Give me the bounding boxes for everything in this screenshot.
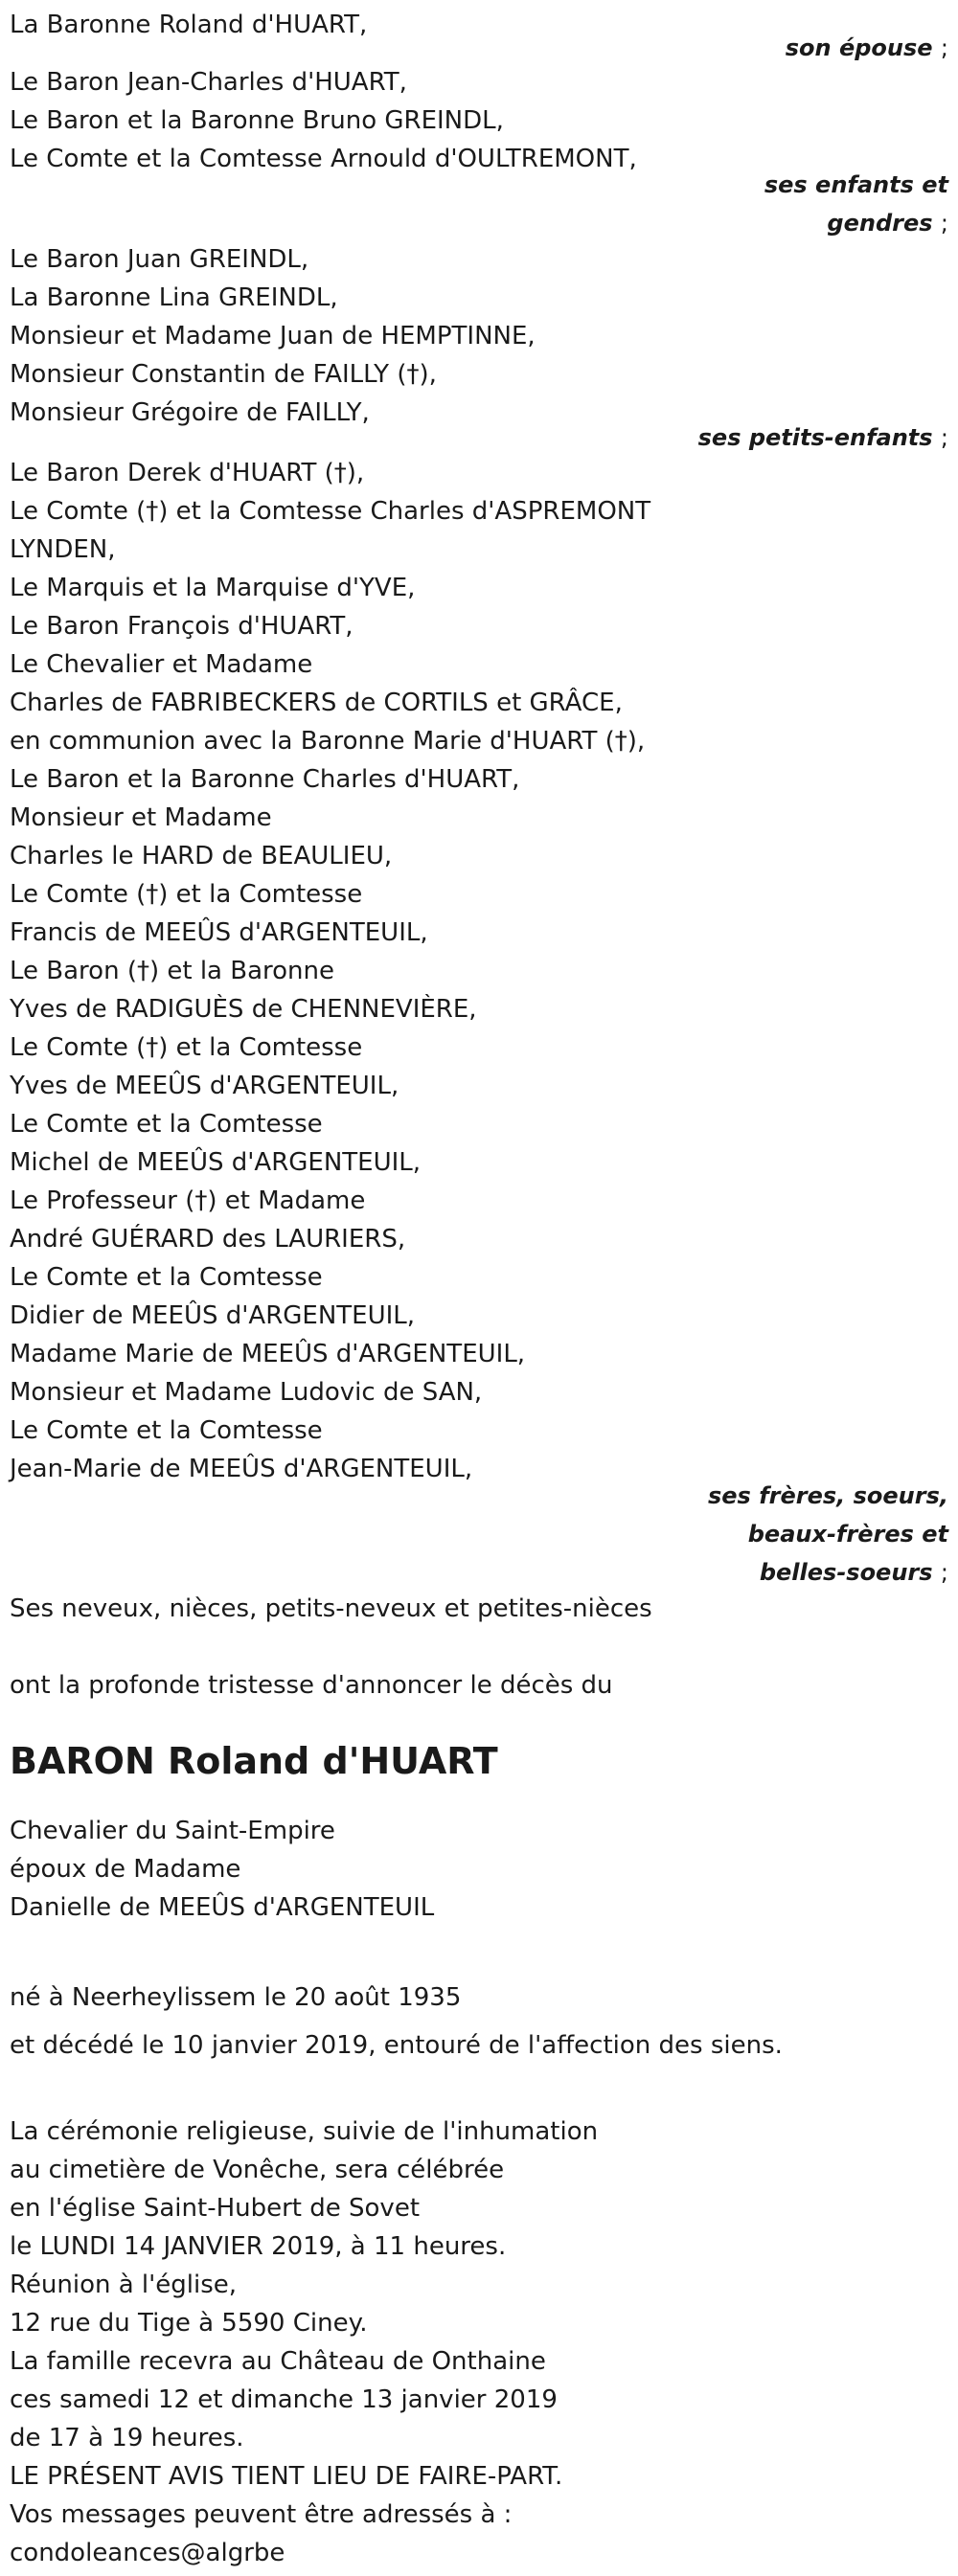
siblings-line: Le Baron François d'HUART,	[10, 612, 354, 641]
siblings-line: Le Baron (†) et la Baronne	[10, 957, 335, 985]
role-siblings: beaux-frères et	[747, 1521, 948, 1548]
siblings-line: Le Comte et la Comtesse	[10, 1263, 323, 1292]
siblings-line: Le Professeur (†) et Madame	[10, 1186, 366, 1215]
grandchildren-line: Monsieur Grégoire de FAILLY,	[10, 398, 370, 427]
ceremony-line: le LUNDI 14 JANVIER 2019, à 11 heures.	[10, 2232, 507, 2261]
siblings-line: Jean-Marie de MEEÛS d'ARGENTEUIL,	[10, 1455, 473, 1483]
spouse-line: La Baronne Roland d'HUART,	[10, 11, 368, 39]
siblings-line: Le Comte (†) et la Comtesse	[10, 1033, 363, 1062]
siblings-line: Le Chevalier et Madame	[10, 650, 313, 679]
siblings-line: Le Comte (†) et la Comtesse Charles d'ASPREMONT	[10, 497, 651, 526]
siblings-line: Le Baron Derek d'HUART (†),	[10, 459, 365, 487]
ceremony-line: au cimetière de Vonêche, sera célébrée	[10, 2156, 505, 2184]
ceremony-line: 12 rue du Tige à 5590 Ciney.	[10, 2309, 368, 2338]
grandchildren-line: Le Baron Juan GREINDL,	[10, 245, 309, 274]
siblings-line: André GUÉRARD des LAURIERS,	[10, 1225, 406, 1254]
siblings-line: Le Baron et la Baronne Charles d'HUART,	[10, 765, 520, 794]
siblings-line: Charles le HARD de BEAULIEU,	[10, 842, 393, 870]
siblings-line: Monsieur et Madame	[10, 803, 272, 832]
ceremony-line: Vos messages peuvent être adressés à :	[10, 2500, 513, 2529]
siblings-line: Le Comte (†) et la Comtesse	[10, 880, 363, 909]
title-line: Danielle de MEEÛS d'ARGENTEUIL	[10, 1893, 435, 1922]
siblings-line: Yves de MEEÛS d'ARGENTEUIL,	[10, 1072, 399, 1100]
children-line: Le Baron et la Baronne Bruno GREINDL,	[10, 106, 504, 135]
deceased-name: BARON Roland d'HUART	[10, 1740, 498, 1782]
siblings-line: Le Comte et la Comtesse	[10, 1416, 323, 1445]
siblings-line: Le Comte et la Comtesse	[10, 1110, 323, 1139]
siblings-line: Charles de FABRIBECKERS de CORTILS et GRÂCE,	[10, 689, 623, 717]
grandchildren-line: Monsieur Constantin de FAILLY (†),	[10, 360, 437, 389]
siblings-line: Michel de MEEÛS d'ARGENTEUIL,	[10, 1148, 422, 1177]
siblings-line: Madame Marie de MEEÛS d'ARGENTEUIL,	[10, 1340, 526, 1368]
role-spouse: son épouse ;	[785, 34, 948, 61]
role-children: gendres ;	[827, 210, 948, 237]
title-line: époux de Madame	[10, 1855, 241, 1884]
ceremony-line: Réunion à l'église,	[10, 2271, 238, 2299]
title-line: Chevalier du Saint-Empire	[10, 1817, 335, 1845]
role-siblings: belles-soeurs ;	[759, 1559, 948, 1586]
ceremony-line: ces samedi 12 et dimanche 13 janvier 2019	[10, 2385, 558, 2414]
grandchildren-line: La Baronne Lina GREINDL,	[10, 283, 338, 312]
ceremony-line: de 17 à 19 heures.	[10, 2424, 244, 2452]
death-line: et décédé le 10 janvier 2019, entouré de l'affection des siens.	[10, 2031, 783, 2060]
grandchildren-line: Monsieur et Madame Juan de HEMPTINNE,	[10, 322, 536, 350]
ceremony-line: La famille recevra au Château de Onthaine	[10, 2347, 546, 2376]
ceremony-line: LE PRÉSENT AVIS TIENT LIEU DE FAIRE-PART.	[10, 2462, 563, 2491]
ceremony-line: en l'église Saint-Hubert de Sovet	[10, 2194, 421, 2223]
siblings-line: Monsieur et Madame Ludovic de SAN,	[10, 1378, 483, 1407]
ceremony-line: La cérémonie religieuse, suivie de l'inhumation	[10, 2117, 599, 2146]
role-grandchildren: ses petits-enfants ;	[697, 424, 948, 451]
children-line: Le Baron Jean-Charles d'HUART,	[10, 68, 407, 97]
role-siblings: ses frères, soeurs,	[707, 1482, 948, 1509]
announcement-line: ont la profonde tristesse d'annoncer le décès du	[10, 1671, 613, 1700]
condolences-email: condoleances@algrbe	[10, 2539, 285, 2567]
birth-line: né à Neerheylissem le 20 août 1935	[10, 1983, 462, 2012]
siblings-line: Le Marquis et la Marquise d'YVE,	[10, 574, 416, 602]
siblings-line: Francis de MEEÛS d'ARGENTEUIL,	[10, 918, 428, 947]
siblings-line: Yves de RADIGUÈS de CHENNEVIÈRE,	[10, 995, 477, 1024]
siblings-line: Didier de MEEÛS d'ARGENTEUIL,	[10, 1301, 416, 1330]
role-children: ses enfants et	[764, 171, 948, 198]
nephews-line: Ses neveux, nièces, petits-neveux et petites-nièces	[10, 1594, 652, 1623]
children-line: Le Comte et la Comtesse Arnould d'OULTREMONT,	[10, 145, 637, 173]
siblings-line: en communion avec la Baronne Marie d'HUART (†),	[10, 727, 646, 756]
siblings-line: LYNDEN,	[10, 535, 116, 564]
